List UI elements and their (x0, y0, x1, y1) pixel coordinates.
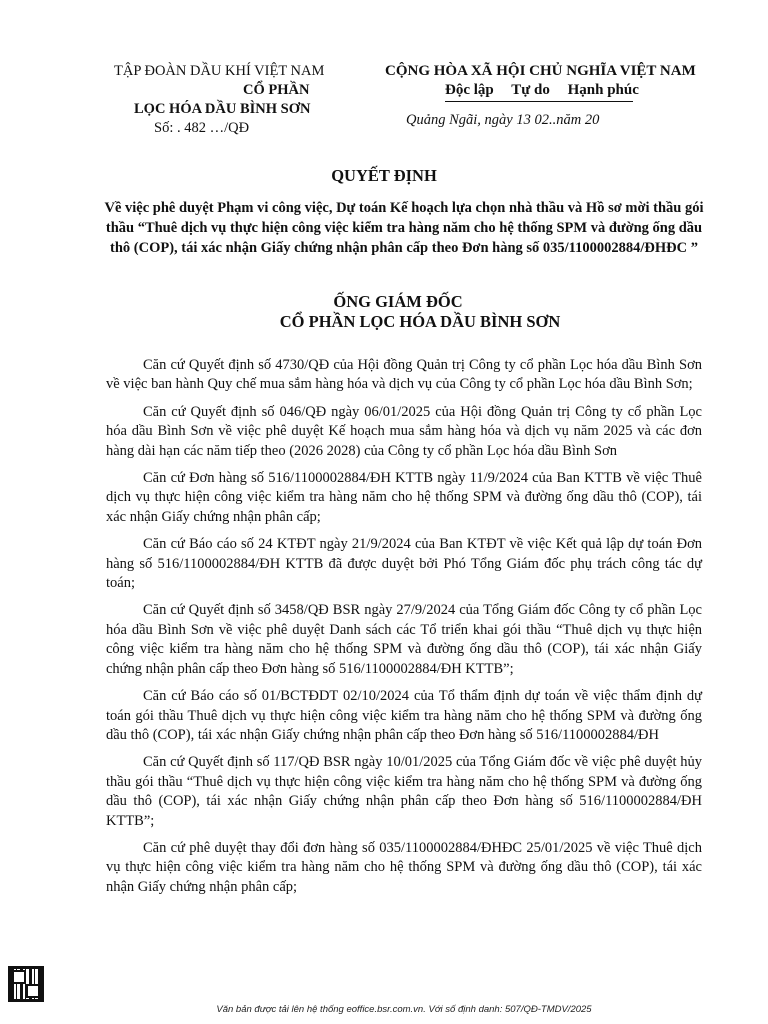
legal-basis-paragraph: Căn cứ Quyết định số 4730/QĐ của Hội đồng Quản trị Công ty cổ phần Lọc hóa dầu Bình Sơn về việc ban hành Quy chế mua sắm hàng hóa và dịch vụ của Công ty cổ phần Lọc hóa dầu Bình Sơn; (106, 357, 702, 393)
legal-basis-paragraph: Căn cứ Báo cáo số 24 KTĐT ngày 21/9/2024 của Ban KTĐT về việc Kết quả lập dự toán Đơn hàng số 516/1100002884/ĐH KTTB đã được duyệt bởi Phó Tổng Giám đốc phụ trách công tác dự toán; (106, 536, 702, 592)
legal-basis-paragraph: Căn cứ Quyết định số 117/QĐ BSR ngày 10/01/2025 của Tổng Giám đốc về việc phê duyệt hủy thầu gói thầu “Thuê dịch vụ thực hiện công việc kiểm tra hàng năm cho hệ thống SPM và đường ống dầu thô (COP), tái xác nhận Giấy chứng nhận phân cấp theo Đơn hàng số 516/1100002884/ĐH KTTB”; (106, 754, 702, 829)
legal-basis-paragraph: Căn cứ Quyết định số 3458/QĐ BSR ngày 27/9/2024 của Tổng Giám đốc Công ty cổ phần Lọc hóa dầu Bình Sơn về việc phê duyệt Danh sách các Tổ triển khai gói thầu “Thuê dịch vụ thực hiện công việc kiểm tra hàng năm cho hệ thống SPM và đường ống dầu thô (COP), tái xác nhận Giấy chứng nhận phân cấp theo Đơn hàng số 516/1100002884/ĐH KTTB”; (106, 602, 702, 677)
footer-note: Văn bản được tải lên hệ thống eoffice.bsr.com.vn. Với số định danh: 507/QĐ-TMDV/2025 (216, 1004, 592, 1015)
national-header (385, 62, 725, 130)
decision-title: QUYẾT ĐỊNH (331, 166, 437, 185)
org-company-type: CỔ PHẦN (243, 82, 310, 98)
legal-basis-paragraph: Căn cứ Quyết định số 046/QĐ ngày 06/01/2025 của Hội đồng Quản trị Công ty cổ phần Lọc hóa dầu Bình Sơn về việc phê duyệt Kế hoạch mua sắm hàng hóa và dịch vụ năm 2025 và các đơn hàng dài hạn các năm tiếp theo (2026 2028) của Công ty cổ phần Lọc hóa dầu Bình Sơn (106, 403, 702, 459)
decision-subject: Về việc phê duyệt Phạm vi công việc, Dự toán Kế hoạch lựa chọn nhà thầu và Hồ sơ mời thầu gói thầu “Thuê dịch vụ thực hiện công việc kiểm tra hàng năm cho hệ thống SPM và đường ống dầu thô (COP), tái xác nhận Giấy chứng nhận phân cấp theo Đơn hàng số 035/1100002884/ĐHĐC ” (104, 200, 704, 256)
qr-code-icon (8, 966, 44, 1002)
legal-basis (106, 356, 702, 905)
motto-happiness: Hạnh phúc (567, 82, 639, 98)
place-and-date: Quảng Ngãi, ngày 13 02..năm 20 (406, 112, 600, 128)
motto-independence: Độc lập (445, 82, 494, 98)
org-parent-name: TẬP ĐOÀN DẦU KHÍ VIỆT NAM (114, 63, 325, 79)
legal-basis-paragraph: Căn cứ phê duyệt thay đổi đơn hàng số 035/1100002884/ĐHĐC 25/01/2025 về việc Thuê dịch vụ thực hiện công việc kiểm tra hàng năm cho hệ thống SPM và đường ống dầu thô (COP), tái xác nhận Giấy chứng nhận phân cấp; (106, 839, 702, 895)
document-number: Số: . 482 …/QĐ (154, 120, 250, 136)
national-motto (445, 81, 725, 102)
country-name: CỘNG HÒA XÃ HỘI CHỦ NGHĨA VIỆT NAM (385, 63, 696, 79)
legal-basis-paragraph: Căn cứ Đơn hàng số 516/1100002884/ĐH KTTB ngày 11/9/2024 của Ban KTTB về việc Thuê dịch vụ thực hiện công việc kiểm tra hàng năm cho hệ thống SPM và đường ống dầu thô (COP), tái xác nhận Giấy chứng nhận phân cấp; (106, 470, 702, 525)
legal-basis-paragraph: Căn cứ Báo cáo số 01/BCTĐDT 02/10/2024 của Tổ thẩm định dự toán về việc thẩm định dự toán gói thầu Thuê dịch vụ thực hiện công việc kiểm tra hàng năm cho hệ thống SPM và đường ống dầu thô (COP), tái xác nhận Giấy chứng nhận phân cấp theo Đơn hàng số 516/1100002884/ĐH (106, 688, 702, 743)
org-company-name: LỌC HÓA DẦU BÌNH SƠN (134, 101, 311, 117)
issuing-authority (0, 292, 768, 332)
authority-title: ỐNG GIÁM ĐỐC (333, 292, 463, 311)
authority-company: CỔ PHẦN LỌC HÓA DẦU BÌNH SƠN (279, 312, 561, 331)
organization-header (96, 62, 386, 138)
motto-freedom: Tự do (511, 82, 550, 98)
